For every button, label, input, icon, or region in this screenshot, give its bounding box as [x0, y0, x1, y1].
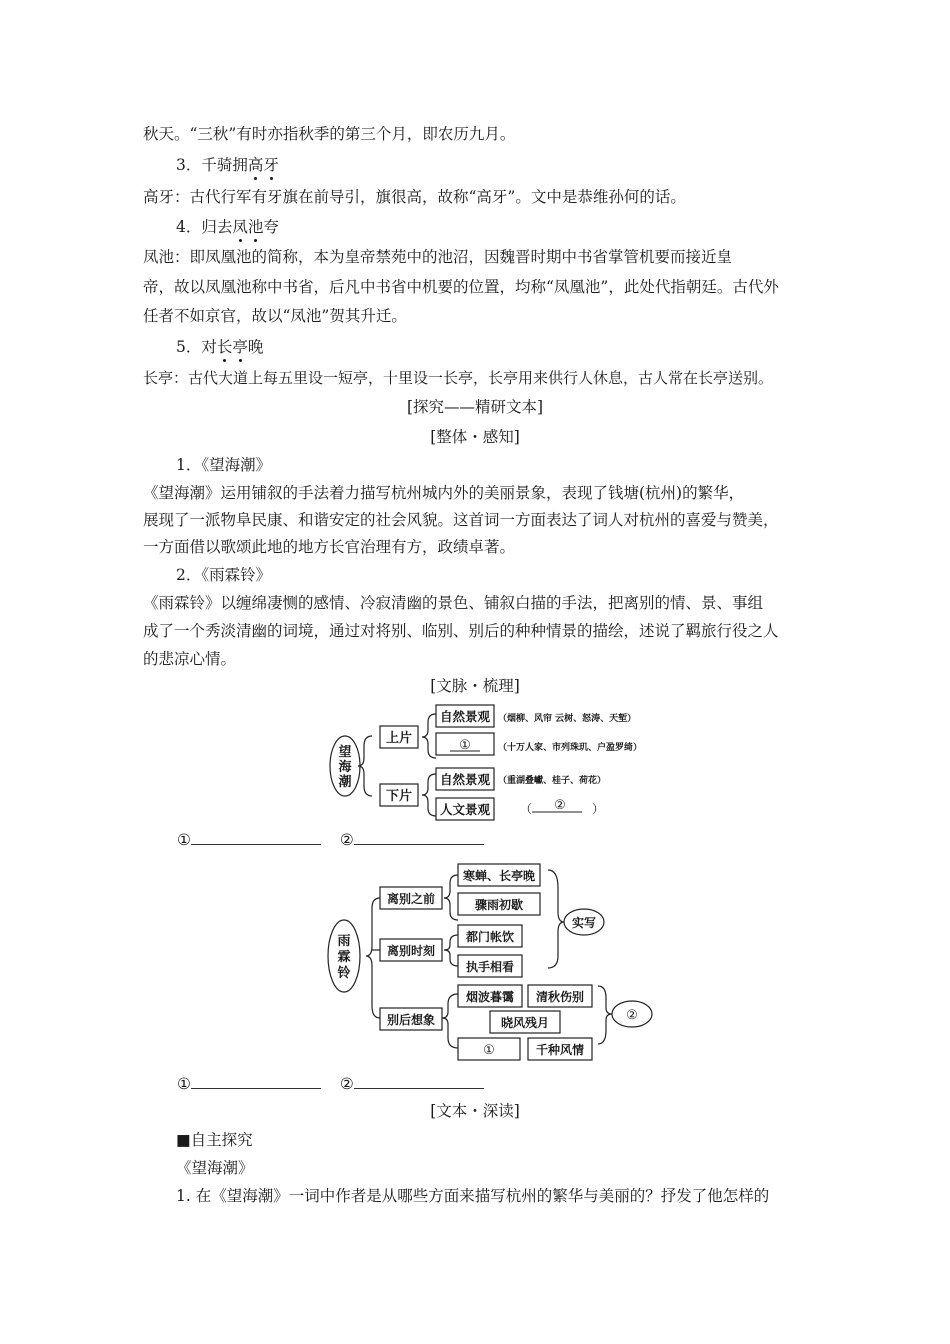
diagram2-a1: 烟波暮霭	[465, 990, 515, 1004]
diagram1-root-2: 海	[338, 760, 352, 775]
answer-mark-2: ②	[339, 1075, 354, 1093]
diagram2-a4: ①	[483, 1043, 495, 1058]
diagram2-during: 离别时刻	[386, 944, 436, 958]
diagram2-real: 实写	[571, 916, 597, 930]
diagram1-note-2: （十万人家、市列珠玑、户盈罗绮）	[498, 743, 643, 753]
diagram2-a5: 千种风情	[535, 1043, 585, 1057]
section-heading-explore: [探究——精研文本]	[406, 398, 544, 416]
diagram2-blank-2: ②	[626, 1008, 638, 1023]
overall-p2-line-1: 《雨霖铃》以缠绵凄恻的感情、冷寂清幽的景色、铺叙白描的手法，把离别的情、景、事组	[143, 594, 764, 612]
overall-p1-line-2: 展现了一派物阜民康、和谐安定的社会风貌。这首词一方面表达了词人对杭州的喜爱与赞美，	[143, 511, 779, 529]
note-item-3: 3．千骑拥高牙	[176, 156, 279, 174]
diagram1-paren-close: ）	[592, 802, 605, 816]
diagram-wanghaichao	[320, 700, 680, 828]
diagram2-a3: 晓风残月	[500, 1016, 550, 1030]
overall-heading-2: 2．《雨霖铃》	[176, 566, 272, 584]
diagram2-root-2: 霖	[337, 950, 351, 965]
answer-blank-4[interactable]	[354, 1074, 484, 1089]
overall-p1-line-1: 《望海潮》运用铺叙的手法着力描写杭州城内外的美丽景象，表现了钱塘(杭州)的繁华，	[143, 484, 745, 502]
diagram1-natural-1: 自然景观	[439, 709, 491, 724]
overall-p2-line-2: 成了一个秀淡清幽的词境，通过对将别、临别、别后的种种情景的描绘，述说了羁旅行役之人	[143, 622, 779, 640]
note-item-4: 4．归去凤池夸	[176, 218, 279, 236]
diagram1-note-3: （重湖叠巘、桂子、荷花）	[498, 776, 607, 786]
overall-p1-line-3: 一方面借以歌颂此地的地方长官治理有方，政绩卓著。	[143, 538, 516, 556]
diagram1-humanity: 人文景观	[439, 802, 491, 817]
section-heading-context: [文脉・梳理]	[430, 677, 520, 695]
note-line: 秋天。“三秋”有时亦指秋季的第三个月，即农历九月。	[143, 125, 516, 143]
section-heading-overall: [整体・感知]	[430, 428, 520, 446]
section-heading-deep: [文本・深读]	[430, 1102, 520, 1120]
answer-blank-2[interactable]	[354, 830, 484, 845]
answer-mark-1: ①	[177, 1075, 191, 1093]
overall-p2-line-3: 的悲凉心情。	[143, 650, 237, 668]
self-study-poem-title: 《望海潮》	[176, 1159, 254, 1177]
diagram1-blank-2: ②	[554, 798, 566, 813]
diagram-yulinling	[322, 858, 662, 1068]
diagram1-note-1: （烟柳、风帘 云树、怒涛、天堑）	[498, 714, 637, 724]
diagram2-b2: 骤雨初歇	[474, 898, 524, 912]
note-item-4-body-3: 任者不如京官，故以“凤池”贺其升迁。	[143, 307, 407, 325]
diagram1-root-1: 望	[338, 745, 352, 760]
diagram2-after: 别后想象	[386, 1013, 436, 1027]
answer-mark-1: ①	[177, 831, 191, 849]
diagram2-root-1: 雨	[337, 934, 351, 949]
answer-mark-2: ②	[339, 831, 354, 849]
answer-blank-3[interactable]	[191, 1074, 321, 1089]
diagram2-before: 离别之前	[386, 892, 436, 906]
answer-row-2	[177, 1074, 484, 1093]
note-item-5: 5．对长亭晚	[176, 338, 264, 356]
diagram1-upper: 上片	[385, 731, 413, 746]
answer-row-1	[177, 830, 484, 849]
diagram1-natural-2: 自然景观	[439, 772, 491, 787]
overall-heading-1: 1．《望海潮》	[176, 456, 272, 474]
diagram1-root-3: 潮	[338, 775, 352, 790]
diagram2-d2: 执手相看	[465, 960, 515, 974]
diagram2-b1: 寒蝉、长亭晚	[462, 869, 536, 883]
diagram2-d1: 都门帐饮	[465, 930, 515, 944]
note-item-3-body: 高牙：古代行军有牙旗在前导引，旗很高，故称“高牙”。文中是恭维孙何的话。	[143, 188, 686, 206]
self-study-heading: ■自主探究	[176, 1131, 253, 1149]
diagram2-a2: 清秋伤别	[535, 990, 585, 1004]
note-item-5-body: 长亭：古代大道上每五里设一短亭，十里设一长亭，长亭用来供行人休息，古人常在长亭送别。	[143, 369, 774, 387]
note-item-4-body-1: 凤池：即凤凰池的简称，本为皇帝禁苑中的池沼，因魏晋时期中书省掌管机要而接近皇	[143, 248, 733, 266]
diagram1-paren-open: （	[520, 802, 533, 816]
diagram2-root-3: 铃	[337, 966, 351, 981]
note-item-4-body-2: 帝，故以凤凰池称中书省，后凡中书省中机要的位置，均称“凤凰池”，此处代指朝廷。古代外	[143, 278, 779, 296]
question-1: 1. 在《望海潮》一词中作者是从哪些方面来描写杭州的繁华与美丽的？抒发了他怎样的	[176, 1187, 770, 1205]
answer-blank-1[interactable]	[191, 830, 321, 845]
diagram1-lower: 下片	[385, 789, 413, 804]
diagram1-blank-1: ①	[459, 738, 471, 753]
